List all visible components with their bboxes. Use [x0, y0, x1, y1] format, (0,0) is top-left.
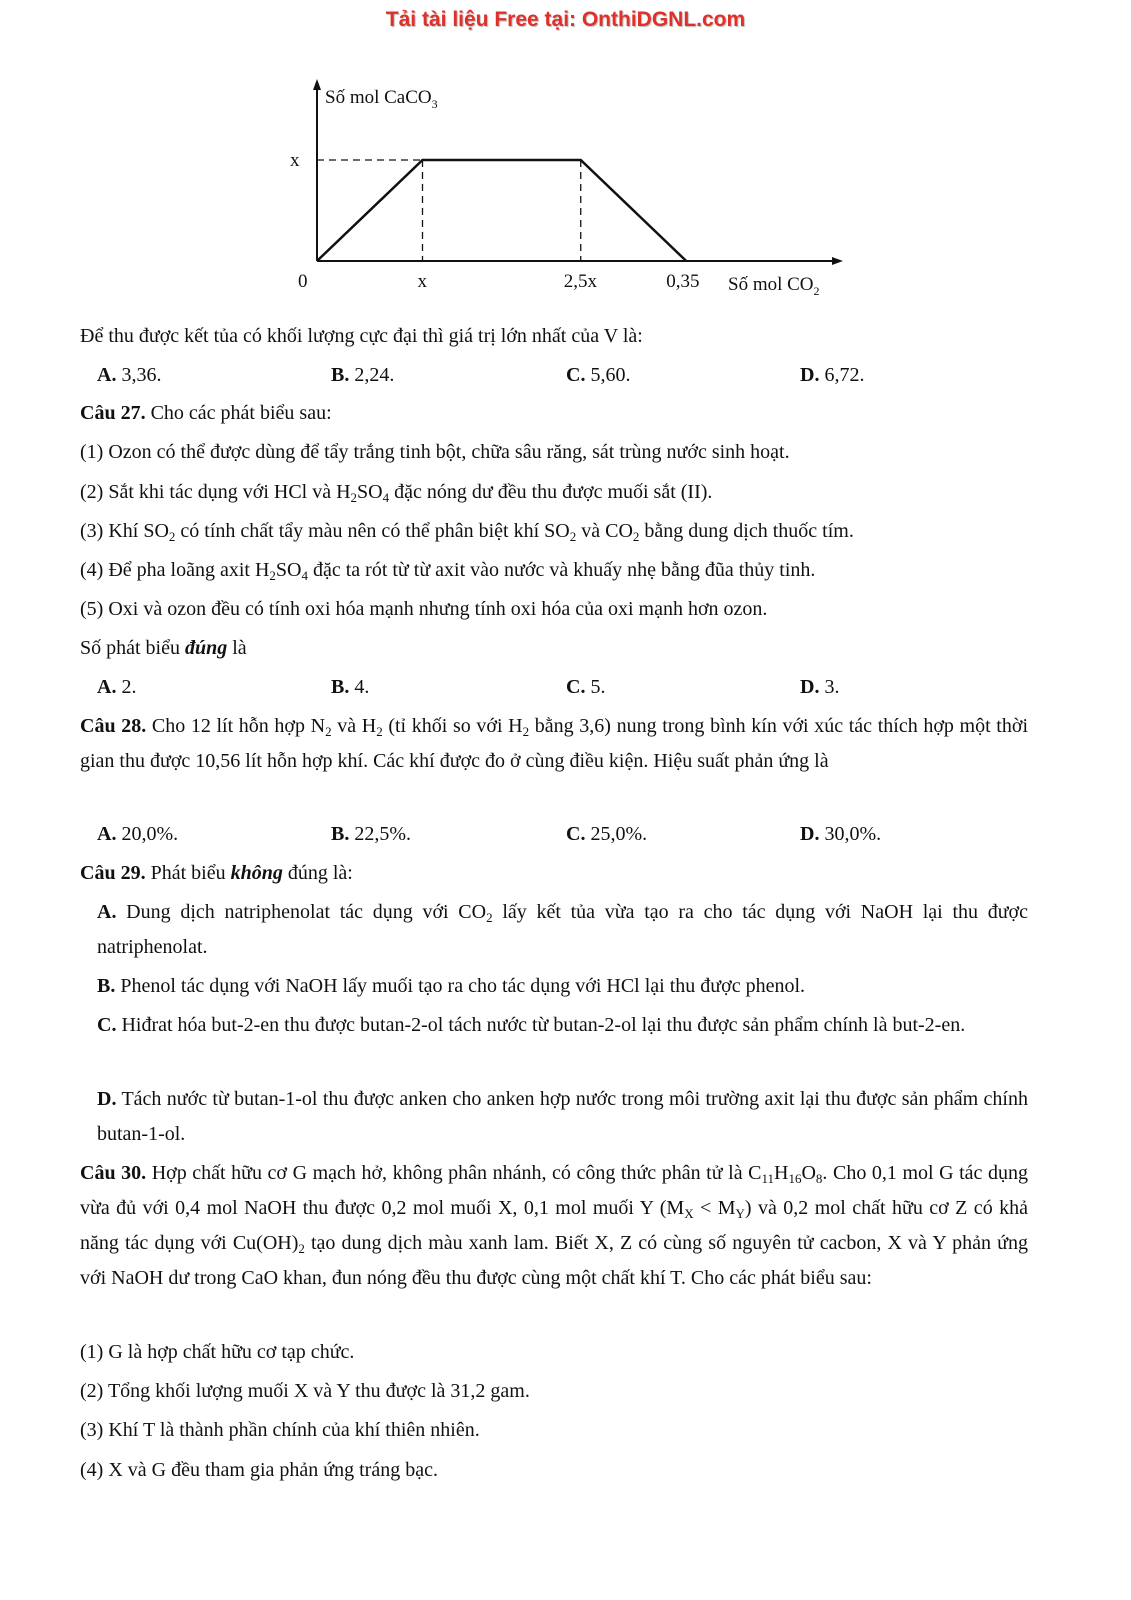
x-tick-label-3: 0,35	[666, 271, 700, 292]
x-axis-label: Số mol $CO_2$	[728, 274, 820, 298]
series-line	[317, 160, 686, 261]
q28-option-b[interactable]: B. 22,5%.	[331, 823, 412, 845]
q30-text: Câu 30. Hợp chất hữu cơ G mạch hở, không phân nhánh, có công thức phân tử là $C_{11}H_{16}O_8$. Cho 0,1 mol G tác dụng vừa đủ với 0,4 mol NaOH thu được 0,2 mol muối X, 0,1 mol muối Y $(M_X < M_Y)$ và 0,2 mol chất hữu cơ Z có khả năng tác dụng với $Cu(OH)_2$ tạo dung dịch màu xanh lam. Biết X, Z có cùng số nguyên tử cacbon, X và Y phản ứng với NaOH dư trong CaO khan, đun nóng đều thu được cùng một chất khí T. Cho các phát biểu sau:	[80, 1162, 1029, 1289]
q26-option-c[interactable]: C. 5,60.	[566, 364, 631, 386]
q28-option-d[interactable]: D. 30,0%.	[800, 823, 882, 845]
x-axis-arrow	[832, 257, 843, 265]
x-tick-label-1: x	[417, 271, 427, 292]
q27-statement-2: (2) Sắt khi tác dụng với HCl và $H_2SO_4$ đặc nóng dư đều thu được muối sắt (II).	[80, 481, 713, 505]
y-axis-label: Số mol CaCO$_3$	[325, 87, 438, 111]
q29-option-d[interactable]: D. Tách nước từ butan-1-ol thu được anken cho anken hợp nước trong môi trường axit lại thu được sản phẩm chính butan-1-ol.	[97, 1088, 1028, 1145]
y-tick-label: x	[290, 150, 300, 171]
x-tick-label-2: 2,5x	[563, 271, 597, 292]
q26-stem: Để thu được kết tủa có khối lượng cực đại thì giá trị lớn nhất của V là:	[80, 325, 643, 347]
q29-option-b[interactable]: B. Phenol tác dụng với NaOH lấy muối tạo ra cho tác dụng với HCl lại thu được phenol.	[97, 975, 806, 997]
q27-statement-5: (5) Oxi và ozon đều có tính oxi hóa mạnh nhưng tính oxi hóa của oxi mạnh hơn ozon.	[80, 598, 768, 620]
q26-option-b[interactable]: B. 2,24.	[331, 364, 395, 386]
q27-option-d[interactable]: D. 3.	[800, 676, 840, 698]
q27-statement-1: (1) Ozon có thể được dùng để tẩy trắng tinh bột, chữa sâu răng, sát trùng nước sinh hoạt.	[80, 441, 790, 463]
q27-question: Số phát biểu đúng là	[80, 637, 247, 659]
q29-option-a[interactable]: A. Dung dịch natriphenolat tác dụng với $CO_2$ lấy kết tủa vừa tạo ra cho tác dụng với NaOH lại thu được natriphenolat.	[97, 901, 1029, 958]
site-header: Tải tài liệu Free tại: OnthiDGNL.com	[385, 8, 746, 31]
q30-statement-2: (2) Tổng khối lượng muối X và Y thu được là 31,2 gam.	[80, 1380, 530, 1402]
q28-text: Câu 28. Cho 12 lít hỗn hợp $N_2$ và $H_2$ (tỉ khối so với $H_2$ bằng 3,6) nung trong bình kín với xúc tác thích hợp một thời gian thu được 10,56 lít hỗn hợp khí. Các khí được đo ở cùng điều kiện. Hiệu suất phản ứng là	[80, 715, 1028, 772]
q27-statement-4: (4) Để pha loãng axit $H_2SO_4$ đặc ta rót từ từ axit vào nước và khuấy nhẹ bằng đũa thủy tinh.	[80, 559, 816, 583]
x-tick-labels	[298, 271, 700, 292]
data-points	[317, 160, 686, 261]
q29-heading: Câu 29. Phát biểu không đúng là:	[80, 862, 353, 884]
q27-option-a[interactable]: A. 2.	[97, 676, 137, 698]
dashed-guides	[317, 160, 581, 261]
chart	[280, 75, 860, 305]
x-tick-label-0: 0	[298, 271, 308, 292]
y-axis-arrow	[313, 79, 321, 90]
q28-option-a[interactable]: A. 20,0%.	[97, 823, 179, 845]
q26-option-a[interactable]: A. 3,36.	[97, 364, 162, 386]
q27-statement-3: (3) Khí $SO_2$ có tính chất tẩy màu nên có thể phân biệt khí $SO_2$ và $CO_2$ bằng dung dịch thuốc tím.	[80, 520, 854, 544]
q28-option-c[interactable]: C. 25,0%.	[566, 823, 648, 845]
q30-statement-3: (3) Khí T là thành phần chính của khí thiên nhiên.	[80, 1419, 480, 1441]
q27-heading: Câu 27. Cho các phát biểu sau:	[80, 402, 332, 424]
q29-option-c[interactable]: C. Hiđrat hóa but-2-en thu được butan-2-ol tách nước từ butan-2-ol lại thu được sản phẩm chính là but-2-en.	[97, 1014, 966, 1036]
q30-statement-1: (1) G là hợp chất hữu cơ tạp chức.	[80, 1341, 355, 1363]
q30-statement-4: (4) X và G đều tham gia phản ứng tráng bạc.	[80, 1459, 438, 1481]
q26-option-d[interactable]: D. 6,72.	[800, 364, 865, 386]
q27-option-b[interactable]: B. 4.	[331, 676, 370, 698]
q27-option-c[interactable]: C. 5.	[566, 676, 606, 698]
